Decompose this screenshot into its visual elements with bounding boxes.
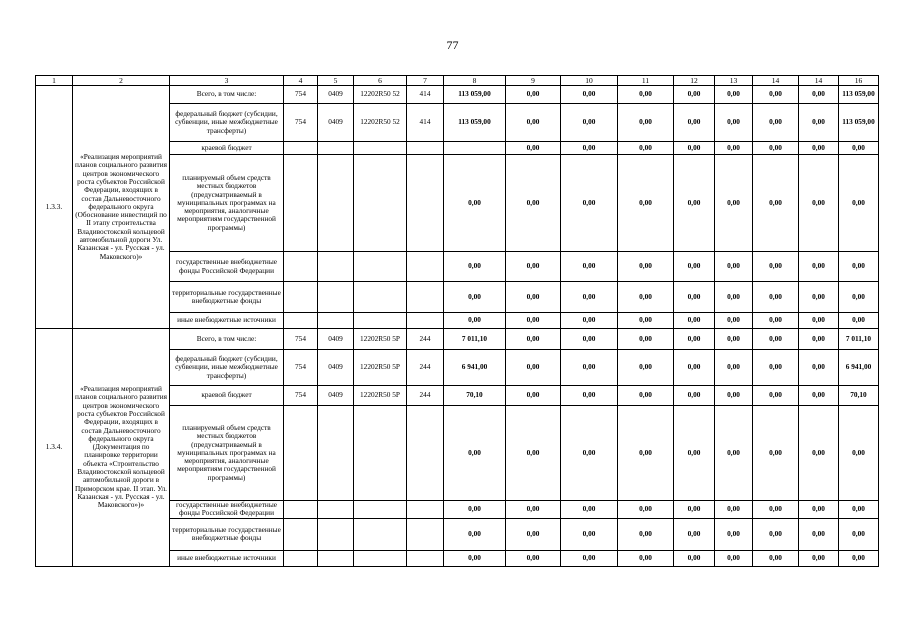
amount-cell: 0,00 bbox=[561, 86, 618, 104]
amount-cell: 0,00 bbox=[444, 406, 506, 501]
amount-cell: 0,00 bbox=[715, 550, 753, 566]
ministry-code: 754 bbox=[284, 86, 318, 104]
amount-cell: 0,00 bbox=[506, 501, 561, 519]
amount-cell: 0,00 bbox=[506, 104, 561, 142]
amount-cell: 0,00 bbox=[799, 252, 839, 282]
amount-cell: 0,00 bbox=[444, 501, 506, 519]
expense-type-code bbox=[407, 550, 444, 566]
amount-cell: 0,00 bbox=[799, 104, 839, 142]
amount-cell: 0,00 bbox=[799, 155, 839, 252]
amount-cell: 0,00 bbox=[561, 550, 618, 566]
target-article-code bbox=[354, 406, 407, 501]
amount-cell: 0,00 bbox=[753, 406, 799, 501]
expense-type-code: 414 bbox=[407, 86, 444, 104]
funding-source: государственные внебюджетные фонды Российской Федерации bbox=[170, 501, 284, 519]
amount-cell: 0,00 bbox=[753, 329, 799, 350]
amount-cell: 0,00 bbox=[799, 501, 839, 519]
amount-cell: 0,00 bbox=[618, 282, 674, 313]
expense-type-code: 244 bbox=[407, 350, 444, 386]
column-number: 8 bbox=[444, 76, 506, 86]
amount-cell: 6 941,00 bbox=[444, 350, 506, 386]
amount-cell: 0,00 bbox=[715, 86, 753, 104]
section-description: «Реализация мероприятий планов социального развития центров экономического роста субъектов Российской Федерации, входящих в состав Дальневосточного федерального округа (Обоснование инвестиций по II этапу строительства Владивостокской кольцевой автомобильной дороги Ул. Казанская - ул. Русская - ул. Маковского)» bbox=[73, 86, 170, 329]
section-code: 0409 bbox=[318, 104, 354, 142]
column-number: 10 bbox=[561, 76, 618, 86]
expense-type-code bbox=[407, 313, 444, 329]
expense-type-code bbox=[407, 406, 444, 501]
amount-cell: 0,00 bbox=[753, 282, 799, 313]
amount-cell: 6 941,00 bbox=[839, 350, 879, 386]
amount-cell: 0,00 bbox=[674, 155, 715, 252]
amount-cell: 0,00 bbox=[799, 86, 839, 104]
amount-cell: 0,00 bbox=[618, 386, 674, 406]
amount-cell: 0,00 bbox=[506, 155, 561, 252]
amount-cell: 0,00 bbox=[561, 501, 618, 519]
amount-cell: 0,00 bbox=[444, 518, 506, 550]
section-code: 0409 bbox=[318, 350, 354, 386]
section-code: 0409 bbox=[318, 329, 354, 350]
column-number: 14 bbox=[799, 76, 839, 86]
amount-cell: 0,00 bbox=[799, 406, 839, 501]
target-article-code: 12202R50 52 bbox=[354, 104, 407, 142]
table-body bbox=[36, 76, 879, 567]
amount-cell: 70,10 bbox=[839, 386, 879, 406]
section-description: «Реализация мероприятий планов социального развития центров экономического роста субъектов Российской Федерации, входящих в состав Дальневосточного федерального округа (Документация по планировке территории объекта «Строительство Владивостокской кольцевой автомобильной дороги в Приморском крае. II этап. Ул. Казанская - ул. Русская - ул. Маковского»)» bbox=[73, 329, 170, 567]
funding-source: иные внебюджетные источники bbox=[170, 550, 284, 566]
funding-source: территориальные государственные внебюджетные фонды bbox=[170, 518, 284, 550]
amount-cell: 0,00 bbox=[506, 329, 561, 350]
amount-cell: 0,00 bbox=[674, 350, 715, 386]
ministry-code: 754 bbox=[284, 329, 318, 350]
amount-cell: 0,00 bbox=[618, 313, 674, 329]
ministry-code: 754 bbox=[284, 350, 318, 386]
expense-type-code bbox=[407, 501, 444, 519]
ministry-code bbox=[284, 406, 318, 501]
amount-cell: 0,00 bbox=[839, 501, 879, 519]
funding-source: краевой бюджет bbox=[170, 142, 284, 155]
section-index: 1.3.4. bbox=[36, 329, 73, 567]
amount-cell: 0,00 bbox=[715, 252, 753, 282]
amount-cell: 0,00 bbox=[674, 406, 715, 501]
column-number: 12 bbox=[674, 76, 715, 86]
amount-cell: 0,00 bbox=[561, 155, 618, 252]
amount-cell: 0,00 bbox=[674, 550, 715, 566]
amount-cell: 0,00 bbox=[618, 501, 674, 519]
amount-cell: 0,00 bbox=[715, 142, 753, 155]
section-code: 0409 bbox=[318, 86, 354, 104]
amount-cell: 0,00 bbox=[444, 550, 506, 566]
expense-type-code: 414 bbox=[407, 104, 444, 142]
amount-cell: 0,00 bbox=[561, 142, 618, 155]
target-article-code: 12202R50 5P bbox=[354, 386, 407, 406]
amount-cell: 0,00 bbox=[715, 104, 753, 142]
amount-cell: 0,00 bbox=[561, 252, 618, 282]
amount-cell: 0,00 bbox=[506, 350, 561, 386]
amount-cell: 0,00 bbox=[618, 329, 674, 350]
amount-cell: 0,00 bbox=[753, 501, 799, 519]
expense-type-code: 244 bbox=[407, 329, 444, 350]
amount-cell: 113 059,00 bbox=[839, 86, 879, 104]
amount-cell: 0,00 bbox=[753, 86, 799, 104]
section-code bbox=[318, 313, 354, 329]
column-number: 16 bbox=[839, 76, 879, 86]
ministry-code: 754 bbox=[284, 104, 318, 142]
funding-source: федеральный бюджет (субсидии, субвенции, иные межбюджетные трансферты) bbox=[170, 104, 284, 142]
target-article-code: 12202R50 5P bbox=[354, 329, 407, 350]
ministry-code bbox=[284, 501, 318, 519]
amount-cell: 0,00 bbox=[506, 282, 561, 313]
section-code bbox=[318, 406, 354, 501]
amount-cell: 0,00 bbox=[506, 386, 561, 406]
amount-cell: 0,00 bbox=[506, 142, 561, 155]
amount-cell: 0,00 bbox=[839, 252, 879, 282]
ministry-code bbox=[284, 282, 318, 313]
amount-cell: 0,00 bbox=[753, 155, 799, 252]
amount-cell: 0,00 bbox=[753, 142, 799, 155]
amount-cell: 0,00 bbox=[618, 142, 674, 155]
column-number: 4 bbox=[284, 76, 318, 86]
funding-source: Всего, в том числе: bbox=[170, 329, 284, 350]
amount-cell: 0,00 bbox=[839, 313, 879, 329]
amount-cell: 0,00 bbox=[799, 329, 839, 350]
amount-cell: 0,00 bbox=[753, 518, 799, 550]
funding-source: Всего, в том числе: bbox=[170, 86, 284, 104]
section-code bbox=[318, 501, 354, 519]
amount-cell: 0,00 bbox=[561, 104, 618, 142]
amount-cell: 0,00 bbox=[674, 282, 715, 313]
amount-cell: 0,00 bbox=[839, 550, 879, 566]
column-number: 7 bbox=[407, 76, 444, 86]
amount-cell: 0,00 bbox=[561, 313, 618, 329]
amount-cell: 7 011,10 bbox=[444, 329, 506, 350]
target-article-code bbox=[354, 313, 407, 329]
amount-cell: 0,00 bbox=[799, 550, 839, 566]
target-article-code bbox=[354, 155, 407, 252]
expense-type-code bbox=[407, 518, 444, 550]
column-number: 11 bbox=[618, 76, 674, 86]
amount-cell: 0,00 bbox=[561, 406, 618, 501]
amount-cell: 113 059,00 bbox=[839, 104, 879, 142]
column-number-row bbox=[36, 76, 879, 86]
target-article-code bbox=[354, 252, 407, 282]
funding-source: планируемый объем средств местных бюджетов (предусматриваемый в муниципальных программах на мероприятия, аналогичные мероприятиям государственной программы) bbox=[170, 406, 284, 501]
amount-cell: 0,00 bbox=[506, 406, 561, 501]
amount-cell: 0,00 bbox=[715, 313, 753, 329]
target-article-code: 12202R50 52 bbox=[354, 86, 407, 104]
expense-type-code bbox=[407, 142, 444, 155]
section-code bbox=[318, 550, 354, 566]
amount-cell: 0,00 bbox=[561, 282, 618, 313]
ministry-code: 754 bbox=[284, 386, 318, 406]
expense-type-code: 244 bbox=[407, 386, 444, 406]
amount-cell: 0,00 bbox=[799, 386, 839, 406]
amount-cell: 0,00 bbox=[618, 550, 674, 566]
column-number: 9 bbox=[506, 76, 561, 86]
target-article-code bbox=[354, 550, 407, 566]
amount-cell: 0,00 bbox=[618, 406, 674, 501]
table-row bbox=[36, 329, 879, 350]
section-code bbox=[318, 142, 354, 155]
amount-cell: 0,00 bbox=[506, 518, 561, 550]
column-number: 14 bbox=[753, 76, 799, 86]
amount-cell: 0,00 bbox=[753, 350, 799, 386]
amount-cell: 0,00 bbox=[444, 155, 506, 252]
amount-cell: 0,00 bbox=[561, 518, 618, 550]
page-number: 77 bbox=[446, 38, 459, 52]
column-number: 3 bbox=[170, 76, 284, 86]
amount-cell: 0,00 bbox=[839, 406, 879, 501]
amount-cell: 0,00 bbox=[674, 501, 715, 519]
amount-cell: 0,00 bbox=[561, 386, 618, 406]
amount-cell: 0,00 bbox=[715, 406, 753, 501]
amount-cell: 0,00 bbox=[618, 252, 674, 282]
amount-cell: 0,00 bbox=[799, 282, 839, 313]
amount-cell: 0,00 bbox=[506, 313, 561, 329]
section-code bbox=[318, 518, 354, 550]
ministry-code bbox=[284, 252, 318, 282]
amount-cell: 7 011,10 bbox=[839, 329, 879, 350]
amount-cell: 0,00 bbox=[561, 350, 618, 386]
expense-type-code bbox=[407, 155, 444, 252]
amount-cell: 0,00 bbox=[799, 313, 839, 329]
column-number: 5 bbox=[318, 76, 354, 86]
amount-cell: 0,00 bbox=[506, 86, 561, 104]
amount-cell: 0,00 bbox=[618, 104, 674, 142]
amount-cell: 0,00 bbox=[506, 550, 561, 566]
column-number: 13 bbox=[715, 76, 753, 86]
ministry-code bbox=[284, 313, 318, 329]
amount-cell: 0,00 bbox=[506, 252, 561, 282]
amount-cell: 0,00 bbox=[674, 86, 715, 104]
amount-cell: 0,00 bbox=[618, 518, 674, 550]
amount-cell: 0,00 bbox=[674, 329, 715, 350]
expense-type-code bbox=[407, 282, 444, 313]
funding-source: краевой бюджет bbox=[170, 386, 284, 406]
amount-cell: 0,00 bbox=[444, 282, 506, 313]
column-number: 1 bbox=[36, 76, 73, 86]
table-row bbox=[36, 86, 879, 104]
amount-cell: 0,00 bbox=[753, 104, 799, 142]
amount-cell: 0,00 bbox=[618, 350, 674, 386]
expense-type-code bbox=[407, 252, 444, 282]
amount-cell: 0,00 bbox=[674, 104, 715, 142]
amount-cell: 0,00 bbox=[715, 386, 753, 406]
funding-source: территориальные государственные внебюджетные фонды bbox=[170, 282, 284, 313]
funding-source: иные внебюджетные источники bbox=[170, 313, 284, 329]
target-article-code bbox=[354, 142, 407, 155]
amount-cell: 0,00 bbox=[753, 386, 799, 406]
funding-source: государственные внебюджетные фонды Российской Федерации bbox=[170, 252, 284, 282]
amount-cell: 0,00 bbox=[618, 155, 674, 252]
target-article-code bbox=[354, 501, 407, 519]
amount-cell: 0,00 bbox=[561, 329, 618, 350]
amount-cell: 0,00 bbox=[839, 518, 879, 550]
amount-cell: 0,00 bbox=[799, 350, 839, 386]
funding-source: планируемый объем средств местных бюджетов (предусматриваемый в муниципальных программах на мероприятия, аналогичные мероприятиям государственной программы) bbox=[170, 155, 284, 252]
funding-source: федеральный бюджет (субсидии, субвенции, иные межбюджетные трансферты) bbox=[170, 350, 284, 386]
amount-cell: 0,00 bbox=[839, 142, 879, 155]
section-code: 0409 bbox=[318, 386, 354, 406]
ministry-code bbox=[284, 155, 318, 252]
amount-cell: 113 059,00 bbox=[444, 104, 506, 142]
amount-cell: 0,00 bbox=[715, 350, 753, 386]
amount-cell: 0,00 bbox=[839, 282, 879, 313]
section-code bbox=[318, 252, 354, 282]
budget-table bbox=[35, 75, 879, 567]
column-number: 6 bbox=[354, 76, 407, 86]
amount-cell: 0,00 bbox=[674, 252, 715, 282]
section-index: 1.3.3. bbox=[36, 86, 73, 329]
column-number: 2 bbox=[73, 76, 170, 86]
amount-cell: 0,00 bbox=[753, 252, 799, 282]
target-article-code bbox=[354, 282, 407, 313]
ministry-code bbox=[284, 518, 318, 550]
amount-cell: 0,00 bbox=[799, 518, 839, 550]
amount-cell: 0,00 bbox=[715, 282, 753, 313]
amount-cell: 70,10 bbox=[444, 386, 506, 406]
amount-cell: 0,00 bbox=[753, 313, 799, 329]
amount-cell: 0,00 bbox=[444, 313, 506, 329]
ministry-code bbox=[284, 550, 318, 566]
target-article-code: 12202R50 5P bbox=[354, 350, 407, 386]
amount-cell: 0,00 bbox=[618, 86, 674, 104]
ministry-code bbox=[284, 142, 318, 155]
amount-cell: 0,00 bbox=[444, 252, 506, 282]
amount-cell: 0,00 bbox=[674, 313, 715, 329]
amount-cell: 0,00 bbox=[674, 518, 715, 550]
amount-cell: 0,00 bbox=[715, 329, 753, 350]
amount-cell: 0,00 bbox=[799, 142, 839, 155]
amount-cell: 0,00 bbox=[753, 550, 799, 566]
section-code bbox=[318, 155, 354, 252]
amount-cell: 0,00 bbox=[674, 142, 715, 155]
amount-cell: 0,00 bbox=[674, 386, 715, 406]
amount-cell: 0,00 bbox=[839, 155, 879, 252]
target-article-code bbox=[354, 518, 407, 550]
amount-cell: 0,00 bbox=[715, 155, 753, 252]
amount-cell: 113 059,00 bbox=[444, 86, 506, 104]
section-code bbox=[318, 282, 354, 313]
amount-cell bbox=[444, 142, 506, 155]
amount-cell: 0,00 bbox=[715, 518, 753, 550]
amount-cell: 0,00 bbox=[715, 501, 753, 519]
